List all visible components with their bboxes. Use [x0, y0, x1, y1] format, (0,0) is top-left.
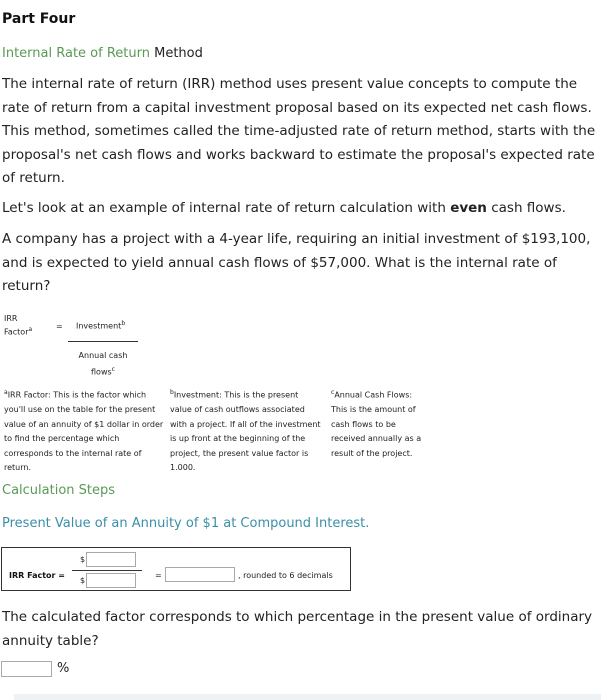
example-text-end: cash flows.: [486, 200, 566, 216]
pv-annuity-table-link[interactable]: Present Value of an Annuity of $1 at Compound Interest.: [2, 516, 370, 531]
irr-factor-label: IRR Factor =: [9, 571, 65, 580]
calculation-steps-heading: Calculation Steps: [2, 483, 116, 498]
percentage-input[interactable]: [1, 661, 52, 677]
subtitle-highlight: Internal Rate of Return: [2, 46, 150, 61]
formula-sup-c: c: [111, 366, 115, 373]
formula-irr-line2: Factor: [4, 327, 29, 337]
footnote-a-marker: a: [4, 389, 8, 396]
footnote-c: [331, 386, 427, 461]
formula-denominator: [68, 349, 138, 380]
footnote-b: [170, 386, 322, 476]
problem-paragraph: A company has a project with a 4-year life, requiring an initial investment of $193,100, and is expected to yield annual cash flows of $57,000. What is the internal rate of return?: [2, 231, 591, 294]
footnote-c-marker: c: [331, 389, 335, 396]
annual-cash-flows-input[interactable]: [86, 573, 136, 588]
calc-fraction-line: [72, 570, 142, 571]
calc-equals: =: [155, 571, 162, 580]
footnote-c-text: Annual Cash Flows: This is the amount of cash flows to be received annually as a result of the project.: [331, 390, 422, 458]
formula-equals: =: [56, 322, 63, 331]
rounding-note: , rounded to 6 decimals: [238, 571, 333, 580]
bottom-panel-edge: [14, 694, 601, 700]
intro-paragraph: The internal rate of return (IRR) method uses present value concepts to compute the rate of return from a capital investment proposal based on its expected net cash flows. This method, sometimes called the time-adjusted rate of return method, starts with the proposal's net cash flows and works backward to estimate the proposal's expected rate of return.: [2, 76, 596, 186]
formula-numerator: [76, 320, 125, 331]
example-text: Let's look at an example of internal rate of return calculation with: [2, 200, 451, 216]
footnote-b-text: Investment: This is the present value of cash outflows associated with a project. If all of the investment is up front at the beginning of the project, the present value factor is 1.000.: [170, 390, 321, 473]
formula-denominator-line1: Annual cash: [78, 351, 128, 360]
formula-fraction-line: [68, 341, 138, 342]
section-subtitle: [2, 46, 203, 61]
formula-irr-line1: IRR: [4, 314, 18, 323]
formula-sup-a: a: [28, 326, 33, 333]
numerator-dollar-sign: $: [80, 555, 86, 564]
percent-sign: %: [57, 661, 70, 676]
footnote-a-text: IRR Factor: This is the factor which you'll use on the table for the present value of an annuity of $1 dollar in order to find the percentage which corresponds to the internal rate of return.: [4, 390, 164, 473]
formula-sup-b: b: [121, 320, 126, 327]
question-paragraph: The calculated factor corresponds to which percentage in the present value of ordinary annuity table?: [2, 609, 593, 649]
footnote-a: [4, 386, 164, 476]
footnote-b-marker: b: [170, 389, 174, 396]
page-title: Part Four: [2, 11, 76, 27]
denominator-dollar-sign: $: [80, 576, 86, 585]
formula-numerator-text: Investment: [76, 321, 122, 331]
example-bold: even: [450, 200, 487, 216]
subtitle-rest: Method: [149, 46, 203, 61]
irr-factor-result-input[interactable]: [165, 567, 235, 582]
irr-factor-calc-box: [1, 547, 351, 591]
example-line: [2, 197, 596, 221]
investment-input[interactable]: [86, 552, 136, 567]
formula-denominator-line2: flows: [91, 367, 112, 377]
formula-irr-label: [4, 314, 32, 337]
